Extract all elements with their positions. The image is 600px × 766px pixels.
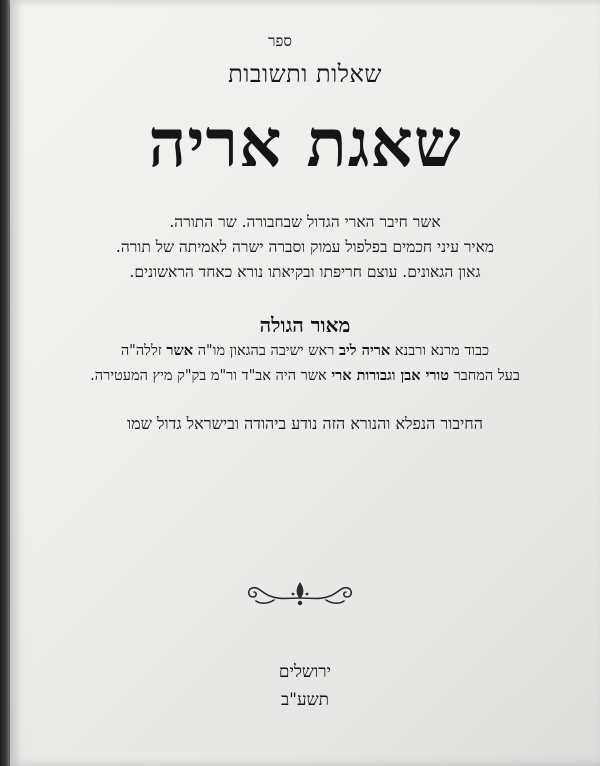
book-title: שאגת אריה [148,104,462,182]
fleuron-ornament-icon [240,578,360,610]
author-name: אריה ליב [338,342,391,359]
author-father-name: אשר [166,342,194,359]
author-line-1-part-c: זללה"ה [120,343,167,359]
author-line-1-part-a: כבוד מרנא ורבנא [390,343,490,359]
author-line-1 [30,342,580,360]
description-line-1: אשר חיבר הארי הגדול שבחבורה. שר התורה. [169,213,441,231]
description-line-2: מאיר עיני חכמים בפלפול עמוק וסברה ישרה לאמיתה של תורה. [115,238,495,256]
author-line-2-part-a: בעל המחבר [448,368,520,384]
praise-line: החיבור הנפלא והנורא הזה נודע ביהודה ובישראל גדול שמו [127,414,483,433]
author-line-2 [30,367,580,385]
author-heading: מאור הגולה [259,313,351,337]
publication-year: תשע"ב [280,690,330,710]
description-line-3: גאון הגאונים. עוצם חריפתו ובקיאתו נורא כאחד הראשונים. [129,263,481,281]
author-line-1-part-b: ראש ישיבה בהגאון מו"ה [193,343,339,359]
sefer-label: ספר [268,32,292,50]
author-line-2-part-b: אשר היה אב"ד ור"מ בק"ק מיץ המעטירה. [90,368,332,384]
publication-place: ירושלים [278,662,332,682]
book-subtitle: שאלות ותשובות [228,60,382,88]
author-works: טורי אבן וגבורות ארי [331,367,449,384]
title-page [10,0,600,766]
